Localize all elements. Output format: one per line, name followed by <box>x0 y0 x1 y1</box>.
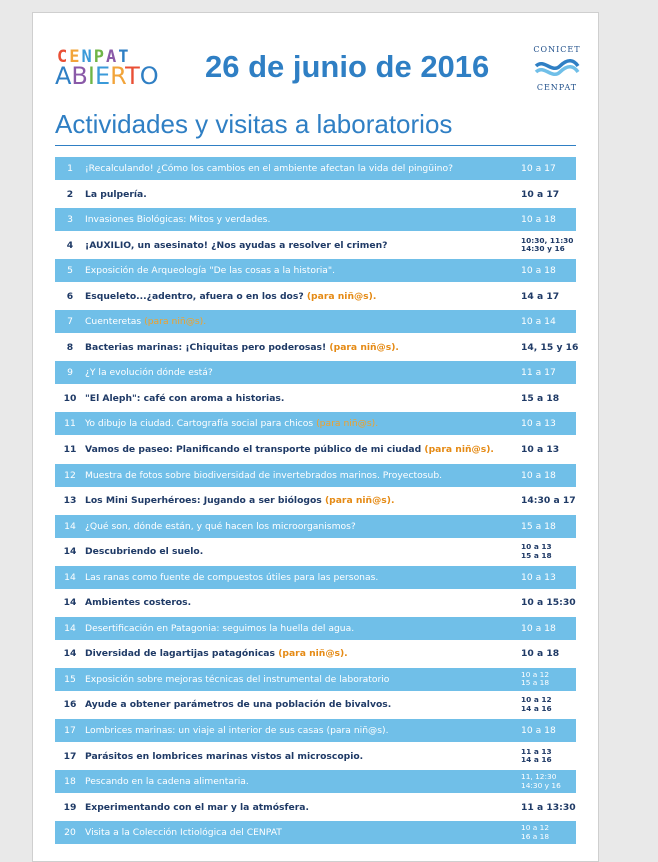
logo-abierto-text <box>55 63 159 89</box>
activity-text: ¡AUXILIO, un asesinato! ¿Nos ayudas a resolver el crimen? <box>85 239 388 251</box>
kids-tag: (para niñ@s). <box>316 418 379 430</box>
activity-hours <box>521 438 575 461</box>
activity-hours <box>521 642 575 665</box>
activity-text: Vamos de paseo: Planificando el transporte público de mi ciudad <box>85 444 425 456</box>
activities-table <box>55 157 579 847</box>
activity-hours <box>521 540 575 563</box>
activity-title <box>85 515 515 538</box>
hours-line: 10 a 15:30 <box>521 597 576 609</box>
hours-line: 10 a 18 <box>521 265 556 277</box>
hours-line: 10 a 17 <box>521 188 560 200</box>
activity-title <box>85 310 515 333</box>
activity-title <box>85 361 515 384</box>
logo-letter: E <box>94 62 111 90</box>
activity-hours <box>521 770 575 793</box>
activity-text: Yo dibujo la ciudad. Cartografía social para chicos <box>85 418 317 430</box>
hours-line: 14 a 17 <box>521 290 560 302</box>
activity-hours <box>521 617 575 640</box>
activity-text: ¡Recalculando! ¿Cómo los cambios en el ambiente afectan la vida del pingüino? <box>85 163 453 174</box>
table-row <box>55 617 576 640</box>
logo-letter: N <box>81 47 94 67</box>
page-title: Actividades y visitas a laboratorios <box>55 109 453 139</box>
activity-title <box>85 234 515 257</box>
lab-number: 6 <box>66 290 74 302</box>
lab-number: 16 <box>63 699 77 711</box>
logo-letter: P <box>93 47 106 67</box>
activity-hours <box>521 515 575 538</box>
activity-text: Desertificación en Patagonia: seguimos la huella del agua. <box>85 622 355 634</box>
activity-title <box>85 796 515 819</box>
lab-number: 12 <box>64 469 76 481</box>
activity-text: Las ranas como fuente de compuestos útiles para las personas. <box>85 571 379 583</box>
activity-text: Exposición sobre mejoras técnicas del instrumental de laboratorio <box>85 673 390 685</box>
activity-text: ¿Qué son, dónde están, y qué hacen los microorganismos? <box>85 520 356 532</box>
activity-text: Bacterias marinas: ¡Chiquitas pero poderosas! <box>85 341 330 353</box>
lab-number: 15 <box>64 673 76 685</box>
activity-title <box>85 387 515 410</box>
activity-text: Esqueleto...¿adentro, afuera o en los dos? <box>85 290 307 302</box>
lab-number: 14 <box>63 648 77 660</box>
kids-tag: (para niñ@s). <box>144 316 207 328</box>
activity-hours <box>521 361 575 384</box>
activity-title <box>85 591 515 614</box>
lab-number: 13 <box>63 495 77 507</box>
activity-title <box>85 693 515 716</box>
logo-letter: B <box>71 62 88 90</box>
activity-hours <box>521 157 575 180</box>
activity-text: Experimentando con el mar y la atmósfera. <box>85 801 309 813</box>
table-row <box>55 770 576 793</box>
hours-line: 14, 15 y 16 <box>521 341 579 353</box>
lab-number: 8 <box>66 341 74 353</box>
activity-text: Exposición de Arqueología "De las cosas a la historia". <box>85 265 336 277</box>
lab-number: 19 <box>63 801 77 813</box>
hours-line: 10 a 13 <box>521 542 552 552</box>
lab-number: 20 <box>64 827 76 839</box>
table-row <box>55 464 576 487</box>
conicet-logo <box>529 45 585 103</box>
activity-title <box>85 617 515 640</box>
table-row <box>55 745 576 768</box>
table-row <box>55 796 576 819</box>
activity-title <box>85 489 515 512</box>
table-row <box>55 591 576 614</box>
table-row <box>55 412 576 435</box>
activity-hours <box>521 387 575 410</box>
lab-number: 18 <box>64 776 76 788</box>
hours-line: 15 a 18 <box>521 550 552 560</box>
hours-line: 11 a 13 <box>521 746 552 756</box>
table-row <box>55 310 576 333</box>
lab-number: 10 <box>63 392 77 404</box>
activity-hours <box>521 336 579 359</box>
hours-line: 10 a 12 <box>521 695 552 705</box>
logo-letter: T <box>118 47 131 67</box>
lab-number: 3 <box>67 214 73 226</box>
activity-title <box>85 285 515 308</box>
kids-tag: (para niñ@s). <box>424 444 494 456</box>
lab-number: 11 <box>64 418 76 430</box>
activity-hours <box>521 591 575 614</box>
lab-number: 1 <box>67 163 73 174</box>
activity-hours <box>521 259 575 282</box>
activity-hours <box>521 234 575 257</box>
logo-letter: I <box>87 62 95 90</box>
table-row <box>55 489 576 512</box>
lab-number: 7 <box>67 316 73 328</box>
activity-text: Visita a la Colección Ictiológica del CENPAT <box>85 827 282 839</box>
lab-number: 9 <box>67 367 73 379</box>
activity-title <box>85 566 515 589</box>
activity-title <box>85 336 515 359</box>
activity-text: Muestra de fotos sobre biodiversidad de invertebrados marinos. Proyectosub. <box>85 469 443 481</box>
activity-title <box>85 259 515 282</box>
table-row <box>55 361 576 384</box>
activity-title <box>85 821 515 844</box>
activity-text: Diversidad de lagartijas patagónicas <box>85 648 279 660</box>
activity-title <box>85 208 515 231</box>
hours-line: 15 a 18 <box>521 678 550 688</box>
logo-letter: A <box>106 47 119 67</box>
activity-text: Lombrices marinas: un viaje al interior de sus casas (para niñ@s). <box>85 725 389 737</box>
activity-hours <box>521 719 575 742</box>
activity-hours <box>521 310 575 333</box>
table-row <box>55 183 576 206</box>
activity-hours <box>521 464 575 487</box>
hours-line: 11, 12:30 <box>521 772 557 782</box>
activity-title <box>85 770 515 793</box>
hours-line: 14:30 a 17 <box>521 495 576 507</box>
conicet-wave-icon <box>534 58 580 80</box>
activity-hours <box>521 285 575 308</box>
hours-line: 10 a 17 <box>521 163 556 174</box>
lab-number: 17 <box>63 750 77 762</box>
table-row <box>55 540 576 563</box>
hours-line: 10:30, 11:30 <box>521 235 574 245</box>
kids-tag: (para niñ@s). <box>278 648 348 660</box>
lab-number: 2 <box>66 188 74 200</box>
activity-text: Parásitos en lombrices marinas vistos al microscopio. <box>85 750 364 762</box>
hours-line: 15 a 18 <box>521 520 556 532</box>
activity-text: La pulpería. <box>85 188 147 200</box>
table-row <box>55 259 576 282</box>
hours-line: 10 a 13 <box>521 571 556 583</box>
cenpat-label: CENPAT <box>536 83 578 92</box>
hours-line: 14 a 16 <box>521 755 552 765</box>
logo-letter: O <box>139 62 159 90</box>
logo-letter: C <box>57 47 70 67</box>
activity-text: Descubriendo el suelo. <box>85 546 204 558</box>
table-row <box>55 208 576 231</box>
table-row <box>55 719 576 742</box>
lab-number: 14 <box>64 622 76 634</box>
activity-hours <box>521 489 575 512</box>
table-row <box>55 515 576 538</box>
hours-line: 10 a 13 <box>521 444 560 456</box>
hours-line: 10 a 12 <box>521 669 550 679</box>
activity-title <box>85 745 515 768</box>
activity-text: "El Aleph": café con aroma a historias. <box>85 392 285 404</box>
logo-letter: A <box>55 62 72 90</box>
table-row <box>55 566 576 589</box>
hours-line: 10 a 18 <box>521 725 556 737</box>
kids-tag: (para niñ@s). <box>324 495 395 507</box>
activity-title <box>85 412 515 435</box>
activity-text: Ambientes costeros. <box>85 597 192 609</box>
activity-text: Ayude a obtener parámetros de una población de bivalvos. <box>85 699 392 711</box>
table-row <box>55 285 576 308</box>
hours-line: 11 a 13:30 <box>521 801 576 813</box>
activity-hours <box>521 668 575 691</box>
hours-line: 15 a 18 <box>521 392 560 404</box>
activity-hours <box>521 745 575 768</box>
lab-number: 4 <box>66 239 74 251</box>
kids-tag: (para niñ@s). <box>329 341 399 353</box>
hours-line: 10 a 13 <box>521 418 556 430</box>
activity-text: ¿Y la evolución dónde está? <box>85 367 213 379</box>
activity-hours <box>521 796 575 819</box>
activity-text: Los Mini Superhéroes: Jugando a ser biólogos <box>85 495 325 507</box>
activity-title <box>85 642 515 665</box>
hours-line: 10 a 18 <box>521 214 556 226</box>
logo-letter: E <box>69 47 82 67</box>
hours-line: 14:30 y 16 <box>521 780 561 790</box>
hours-line: 10 a 18 <box>521 469 556 481</box>
table-row <box>55 642 576 665</box>
hours-line: 10 a 14 <box>521 316 556 328</box>
lab-number: 14 <box>63 546 77 558</box>
title-divider <box>55 145 576 146</box>
activity-text: Pescando en la cadena alimentaria. <box>85 776 249 788</box>
table-row <box>55 234 576 257</box>
logo-letter: R <box>110 62 126 90</box>
table-row <box>55 693 576 716</box>
activity-hours <box>521 693 575 716</box>
lab-number: 14 <box>64 520 76 532</box>
hours-line: 10 a 12 <box>521 823 550 833</box>
program-page <box>32 12 599 862</box>
hours-line: 10 a 18 <box>521 648 560 660</box>
hours-line: 14:30 y 16 <box>521 244 565 254</box>
activity-hours <box>521 208 575 231</box>
conicet-label: CONICET <box>533 45 581 54</box>
hours-line: 11 a 17 <box>521 367 556 379</box>
lab-number: 17 <box>64 725 76 737</box>
hours-line: 14 a 16 <box>521 703 552 713</box>
table-row <box>55 668 576 691</box>
hours-line: 10 a 18 <box>521 622 556 634</box>
lab-number: 14 <box>64 571 76 583</box>
activity-title <box>85 157 515 180</box>
lab-number: 5 <box>67 265 73 277</box>
activity-title <box>85 464 515 487</box>
activity-title <box>85 540 515 563</box>
table-row <box>55 438 576 461</box>
table-row <box>55 387 576 410</box>
table-row <box>55 821 576 844</box>
activity-title <box>85 183 515 206</box>
activity-title <box>85 719 515 742</box>
hours-line: 16 a 18 <box>521 831 550 841</box>
page-header <box>33 13 598 113</box>
kids-tag: (para niñ@s). <box>306 290 377 302</box>
activity-text: Cuenteretas <box>85 316 145 328</box>
event-date: 26 de junio de 2016 <box>205 49 490 84</box>
activity-title <box>85 438 515 461</box>
table-row <box>55 157 576 180</box>
activity-title <box>85 668 515 691</box>
logo-letter: T <box>125 62 140 90</box>
activity-hours <box>521 412 575 435</box>
table-row <box>55 336 579 359</box>
lab-number: 11 <box>63 444 77 456</box>
activity-hours <box>521 183 575 206</box>
activity-hours <box>521 566 575 589</box>
activity-hours <box>521 821 575 844</box>
activity-text: Invasiones Biológicas: Mitos y verdades. <box>85 214 271 226</box>
lab-number: 14 <box>63 597 77 609</box>
